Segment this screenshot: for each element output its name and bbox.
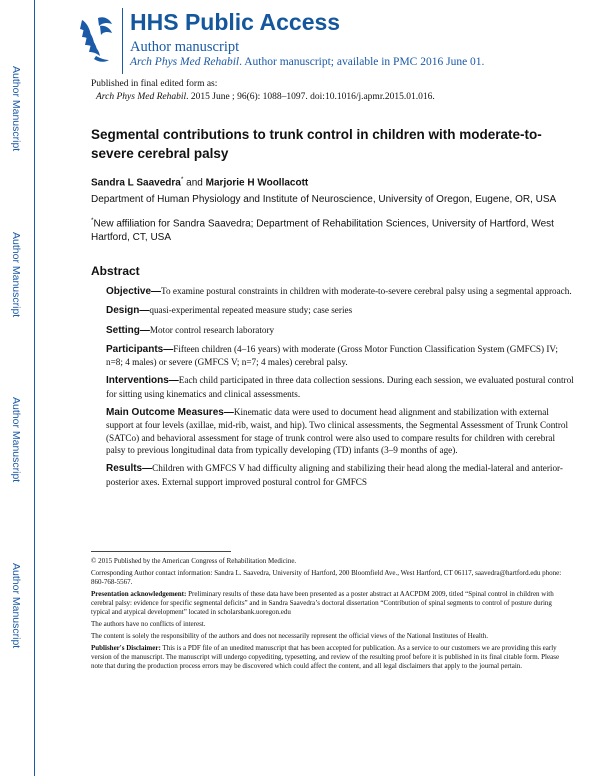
footnote-presentation <box>91 590 571 617</box>
author-and: and <box>183 177 206 189</box>
affiliation-2-mark: * <box>91 217 94 225</box>
section-text: Each child participated in three data collection sessions. During each session, we evaluated postural control for sitting using kinematics and clinical assessments. <box>106 375 574 399</box>
availability-text: . Author manuscript; available in PMC 2016 June 01. <box>239 56 485 68</box>
footnote-corresponding: Corresponding Author contact information: Sandra L. Saavedra, University of Hartford, 200 Bloomfield Ave., West Hartford, CT 06117, saavedra@hartford.edu phone: 860-768-5567. <box>91 569 562 586</box>
abstract-body <box>106 285 576 494</box>
section-label: Objective— <box>106 286 162 297</box>
abstract-interventions <box>106 374 576 400</box>
footnote-divider <box>91 551 231 552</box>
abstract-outcome-measures <box>106 406 576 456</box>
disclaimer-label: Publisher's Disclaimer: <box>91 644 161 652</box>
sidebar-label: Author Manuscript <box>10 397 22 483</box>
author-2: Marjorie H Woollacott <box>205 177 309 189</box>
section-text: Fifteen children (4–16 years) with moderate (Gross Motor Function Classification System (GMFCS) IV; n=8; 4 males) or severe (GMFCS V; n=7; 4 males) cerebral palsy. <box>106 343 558 368</box>
author-names <box>91 173 571 189</box>
footnote-responsibility: The content is solely the responsibility of the authors and does not necessarily represent the official views of the National Institutes of Health. <box>91 632 489 640</box>
affiliation-2 <box>91 214 571 243</box>
abstract-results <box>106 462 576 488</box>
sidebar-label: Author Manuscript <box>10 232 22 318</box>
footnotes <box>91 557 571 674</box>
footnote-disclaimer <box>91 644 571 671</box>
section-label: Results— <box>106 463 153 475</box>
citation <box>91 91 571 104</box>
presentation-label: Presentation acknowledgement: <box>91 590 187 598</box>
sidebar-label: Author Manuscript <box>10 563 22 649</box>
article-title: Segmental contributions to trunk control in children with moderate-to-severe cerebral palsy <box>91 127 542 161</box>
hhs-header <box>76 8 576 72</box>
hhs-public-access-title: HHS Public Access <box>130 9 341 35</box>
affiliation: Department of Human Physiology and Institute of Neuroscience, University of Oregon, Eugene, OR, USA <box>91 194 557 206</box>
abstract-objective <box>106 285 576 298</box>
authors-block <box>91 173 571 244</box>
footnote-conflicts: The authors have no conflicts of interest. <box>91 620 206 628</box>
section-label: Interventions— <box>106 375 179 387</box>
abstract-design <box>106 304 576 317</box>
section-label: Main Outcome Measures— <box>106 407 234 419</box>
section-text: quasi-experimental repeated measure study; case series <box>149 305 353 316</box>
citation-journal: Arch Phys Med Rehabil <box>96 91 187 102</box>
journal-name: Arch Phys Med Rehabil <box>130 56 240 68</box>
author-1: Sandra L Saavedra <box>91 177 181 189</box>
sidebar-label: Author Manuscript <box>10 66 22 152</box>
abstract-participants <box>106 343 576 369</box>
citation-details: . 2015 June ; 96(6): 1088–1097. doi:10.1016/j.apmr.2015.01.016. <box>186 91 435 102</box>
affiliation-2-text: New affiliation for Sandra Saavedra; Department of Rehabilitation Sciences, University of Hartford, West Hartford, CT, USA <box>91 218 554 243</box>
published-label: Published in final edited form as: <box>91 79 218 89</box>
section-text: Children with GMFCS V had difficulty aligning and stabilizing their head along the medial-lateral and anterior-posterior axes. External support improved postural control for GMFCS <box>106 463 563 487</box>
disclaimer-text: This is a PDF file of an unedited manuscript that has been accepted for publication. As a service to our customers we are providing this early version of the manuscript. The manuscript will undergo copyediting, typesetting, and review of the resulting proof before it is published in its final citable form. Please note that during the production process errors may be discovered which could affect the content, and all legal disclaimers that apply to the journal pertain. <box>91 644 560 670</box>
section-text: Kinematic data were used to document head alignment and stabilization with external support at four levels (axillae, mid-rib, waist, and hip). Two clinical assessments, the Segmental Assessment of Trunk Control (SATCo) and behavioral assessment for stage of trunk control were also used to compare results for children with cerebral palsy to previous longitudinal data from typically developing (TD) infants (3–9 months of age). <box>106 407 569 455</box>
publication-info <box>91 78 571 103</box>
sidebar-divider <box>34 0 35 776</box>
presentation-text: Preliminary results of these data have been presented as a poster abstract at AACPDM 2009, titled “Spinal control in children with cerebral palsy: evidence for specific segmental deficits” and in Sandra Saavedra’s doctoral dissertation “Contribution of spinal segments to control of posture during typical and atypical development” located in scholarsbank.uoregon.edu <box>91 590 554 616</box>
section-text: Motor control research laboratory <box>149 324 275 335</box>
section-label: Participants— <box>106 343 174 355</box>
section-text: To examine postural constraints in children with moderate-to-severe cerebral palsy using a segmental approach. <box>161 286 572 296</box>
hhs-eagle-logo-icon <box>76 10 116 66</box>
author-1-mark: * <box>180 176 184 183</box>
section-label: Design— <box>106 305 150 317</box>
footnote-copyright: © 2015 Published by the American Congress of Rehabilitation Medicine. <box>91 557 297 565</box>
author-manuscript-subtitle: Author manuscript <box>130 39 240 55</box>
section-label: Setting— <box>106 324 150 336</box>
abstract-setting <box>106 324 576 337</box>
author-manuscript-sidebar <box>0 0 34 776</box>
abstract-heading: Abstract <box>91 264 140 278</box>
journal-availability <box>130 56 484 68</box>
header-divider <box>122 8 123 74</box>
